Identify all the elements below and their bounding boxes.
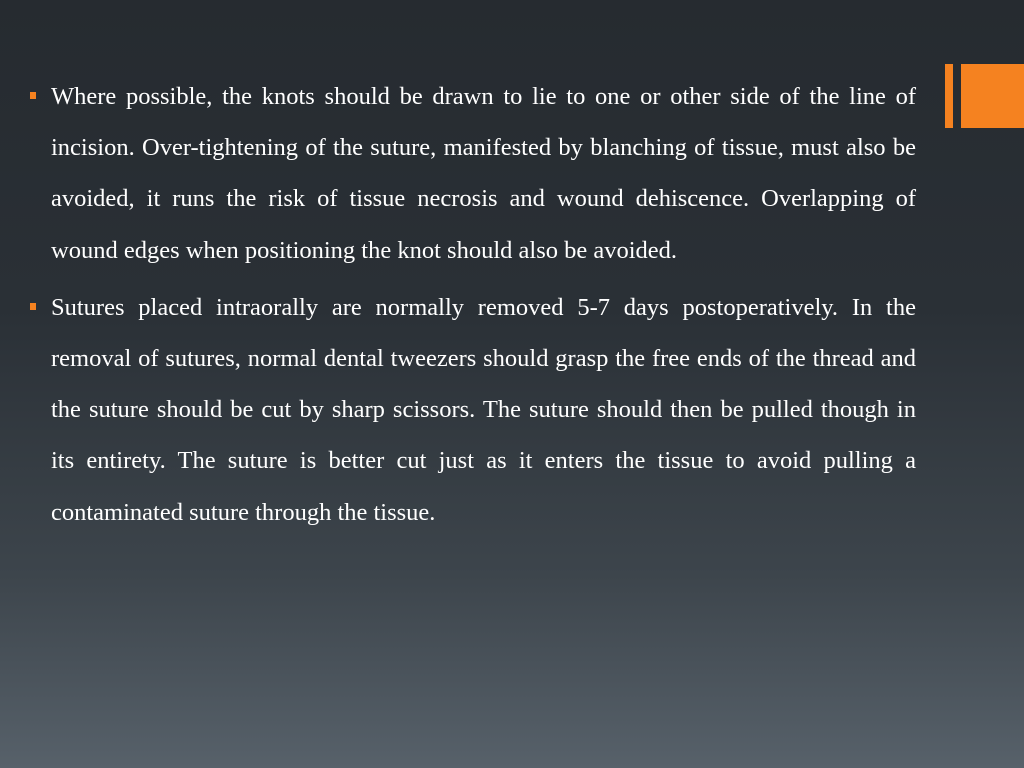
accent-bar-thick (961, 64, 1024, 128)
square-bullet-icon (30, 92, 36, 99)
accent-bar-thin (945, 64, 953, 128)
slide-body (30, 71, 916, 544)
bullet-item-removal (30, 282, 916, 538)
bullet-text: Sutures placed intraorally are normally removed 5-7 days postoperatively. In the removal of sutures, normal dental tweezers should grasp the free ends of the thread and the suture should be cut by sharp scissors. The suture should then be pulled though in its entirety. The suture is better cut just as it enters the tissue to avoid pulling a contaminated suture through the tissue. (51, 293, 916, 526)
square-bullet-icon (30, 303, 36, 310)
bullet-item-knots (30, 71, 916, 276)
bullet-text: Where possible, the knots should be drawn to lie to one or other side of the line of incision. Over-tightening of the suture, manifested by blanching of tissue, must also be avoided, it runs the risk of tissue necrosis and wound dehiscence. Overlapping of wound edges when positioning the knot should also be avoided. (51, 83, 916, 264)
bullet-list (30, 71, 916, 538)
